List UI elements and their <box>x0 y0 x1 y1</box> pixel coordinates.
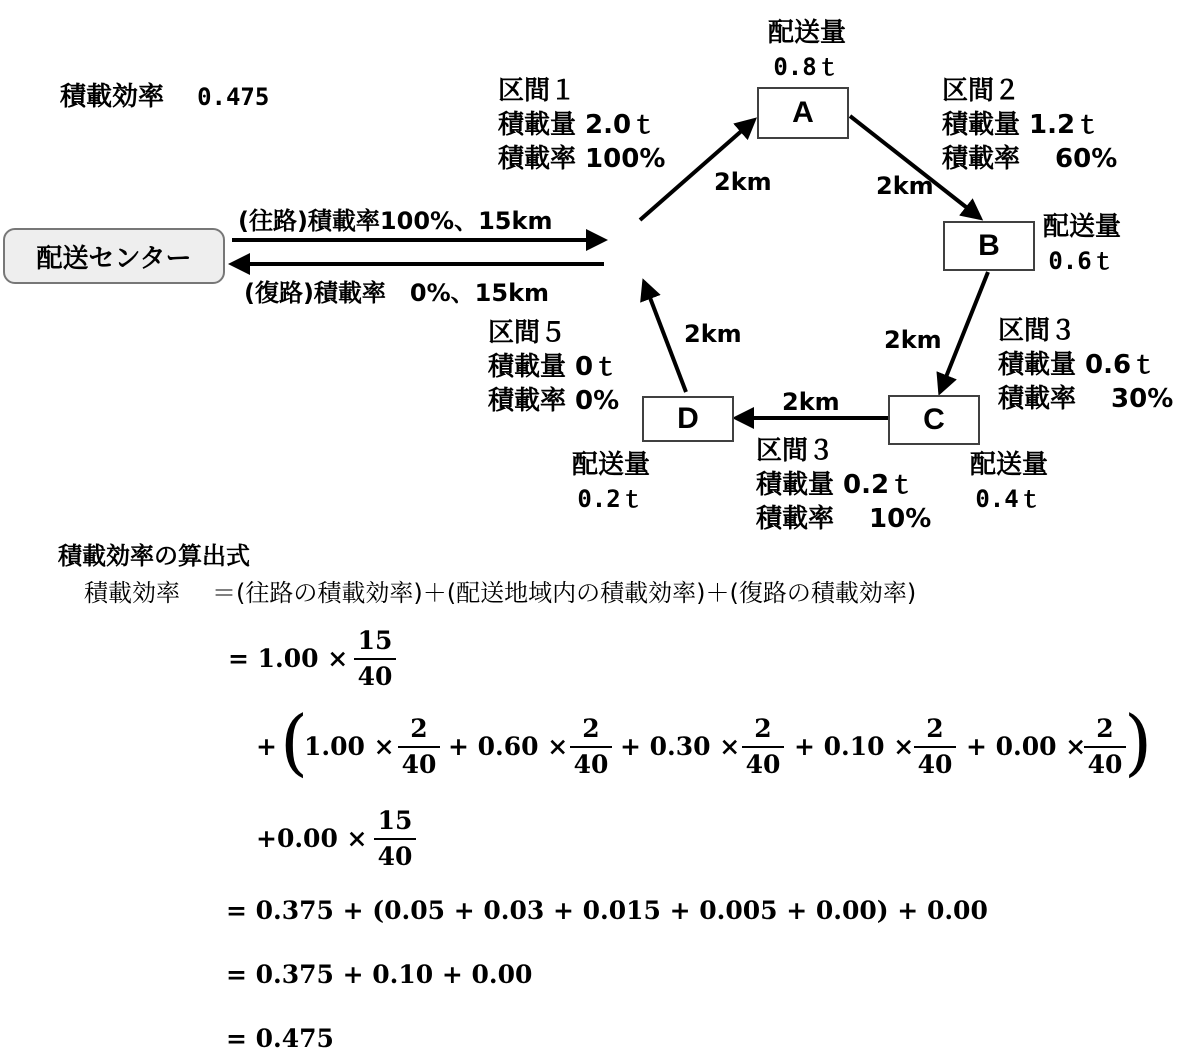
fraction-denominator: 40 <box>357 662 393 691</box>
formula-line2-coefficient: 1.00 × <box>304 732 395 761</box>
fraction-bar <box>354 658 396 660</box>
section-1-title: 区間１ <box>498 76 577 106</box>
section-3-title: 区間３ <box>998 316 1077 346</box>
delivery-A <box>768 16 846 84</box>
formula-line2-coefficient: + 0.30 × <box>620 732 741 761</box>
delivery-B <box>1043 210 1121 278</box>
formula-lhs: 積載効率 <box>84 579 180 607</box>
formula-line2-fraction <box>742 714 784 780</box>
delivery-C <box>970 448 1048 516</box>
distance-center-A: 2km <box>714 168 772 196</box>
fraction-numerator: 2 <box>1096 714 1114 743</box>
delivery-D <box>572 448 650 516</box>
formula-line1-fraction <box>354 626 396 692</box>
formula-line2-fraction <box>570 714 612 780</box>
delivery-B-label: 配送量 <box>1043 212 1122 242</box>
arrow-B-C <box>940 272 988 392</box>
formula-line5: = 0.375 + 0.10 + 0.00 <box>226 960 533 989</box>
outbound-label: (往路)積載率100%、15km <box>238 207 553 235</box>
distance-D-center: 2km <box>684 320 742 348</box>
section-2-title: 区間２ <box>942 76 1021 106</box>
fraction-denominator: 40 <box>401 750 437 779</box>
section-3 <box>998 314 1173 416</box>
fraction-denominator: 40 <box>573 750 609 779</box>
fraction-denominator: 40 <box>745 750 781 779</box>
distance-A-B: 2km <box>876 172 934 200</box>
section-2-load: 積載量 1.2ｔ <box>942 110 1102 140</box>
section-4-title: 区間３ <box>756 436 835 466</box>
formula-line2-fraction <box>914 714 956 780</box>
distance-B-C: 2km <box>884 326 942 354</box>
formula-line2-fraction <box>398 714 440 780</box>
section-5-rate: 積載率 0% <box>488 386 620 416</box>
summary-value: 0.475 <box>197 83 270 111</box>
distribution-center-label: 配送センター <box>36 243 192 274</box>
section-3-rate: 積載率 30% <box>998 384 1174 414</box>
right-parenthesis: ) <box>1124 700 1153 784</box>
delivery-C-value: 0.4ｔ <box>975 485 1043 513</box>
formula-line4: = 0.375 + (0.05 + 0.03 + 0.015 + 0.005 + 0.00) + 0.00 <box>226 896 988 925</box>
delivery-D-label: 配送量 <box>572 450 651 480</box>
node-C-label: C <box>923 403 945 436</box>
section-4-load: 積載量 0.2ｔ <box>756 470 916 500</box>
section-1-load: 積載量 2.0ｔ <box>498 110 658 140</box>
fraction-bar <box>742 746 784 748</box>
delivery-A-value: 0.8ｔ <box>773 53 841 81</box>
node-B <box>943 221 1035 271</box>
fraction-bar <box>374 838 416 840</box>
node-D <box>642 396 734 442</box>
section-4-rate: 積載率 10% <box>756 504 932 534</box>
left-parenthesis: ( <box>280 700 309 784</box>
formula-line3-prefix: +0.00 × <box>256 824 368 853</box>
section-3-load: 積載量 0.6ｔ <box>998 350 1158 380</box>
formula-line6: = 0.475 <box>226 1024 334 1053</box>
fraction-numerator: 2 <box>410 714 428 743</box>
summary-label: 積載効率 <box>60 82 165 112</box>
formula-heading: 積載効率の算出式 <box>58 542 250 570</box>
fraction-numerator: 2 <box>582 714 600 743</box>
section-5 <box>488 316 619 418</box>
section-2 <box>942 74 1117 176</box>
section-5-load: 積載量 0ｔ <box>488 352 620 382</box>
distance-C-D: 2km <box>782 388 840 416</box>
formula-line2-coefficient: + 0.10 × <box>794 732 915 761</box>
section-1-rate: 積載率 100% <box>498 144 666 174</box>
formula-line2-plus: + <box>256 732 277 761</box>
node-A-label: A <box>792 96 814 129</box>
formula-definition: ＝(往路の積載効率)＋(配送地域内の積載効率)＋(復路の積載効率) <box>212 579 917 607</box>
formula-line2-coefficient: + 0.00 × <box>966 732 1087 761</box>
section-4 <box>756 434 931 536</box>
delivery-D-value: 0.2ｔ <box>577 485 645 513</box>
return-label: (復路)積載率 0%、15km <box>244 279 550 307</box>
fraction-denominator: 40 <box>917 750 953 779</box>
section-1 <box>498 74 665 176</box>
fraction-numerator: 15 <box>377 806 413 835</box>
delivery-C-label: 配送量 <box>970 450 1049 480</box>
delivery-B-value: 0.6ｔ <box>1048 247 1116 275</box>
delivery-A-label: 配送量 <box>768 18 847 48</box>
section-2-rate: 積載率 60% <box>942 144 1118 174</box>
fraction-bar <box>1084 746 1126 748</box>
fraction-denominator: 40 <box>1087 750 1123 779</box>
formula-line3-fraction <box>374 806 416 872</box>
fraction-numerator: 15 <box>357 626 393 655</box>
fraction-denominator: 40 <box>377 842 413 871</box>
fraction-numerator: 2 <box>926 714 944 743</box>
fraction-bar <box>570 746 612 748</box>
fraction-bar <box>398 746 440 748</box>
formula-line2-fraction <box>1084 714 1126 780</box>
formula-line1-prefix: = 1.00 × <box>228 644 349 673</box>
fraction-numerator: 2 <box>754 714 772 743</box>
node-B-label: B <box>978 229 1000 262</box>
arrow-D-center <box>644 282 686 392</box>
node-A <box>757 87 849 139</box>
section-5-title: 区間５ <box>488 318 567 348</box>
formula-line2-coefficient: + 0.60 × <box>448 732 569 761</box>
node-D-label: D <box>677 402 699 435</box>
fraction-bar <box>914 746 956 748</box>
